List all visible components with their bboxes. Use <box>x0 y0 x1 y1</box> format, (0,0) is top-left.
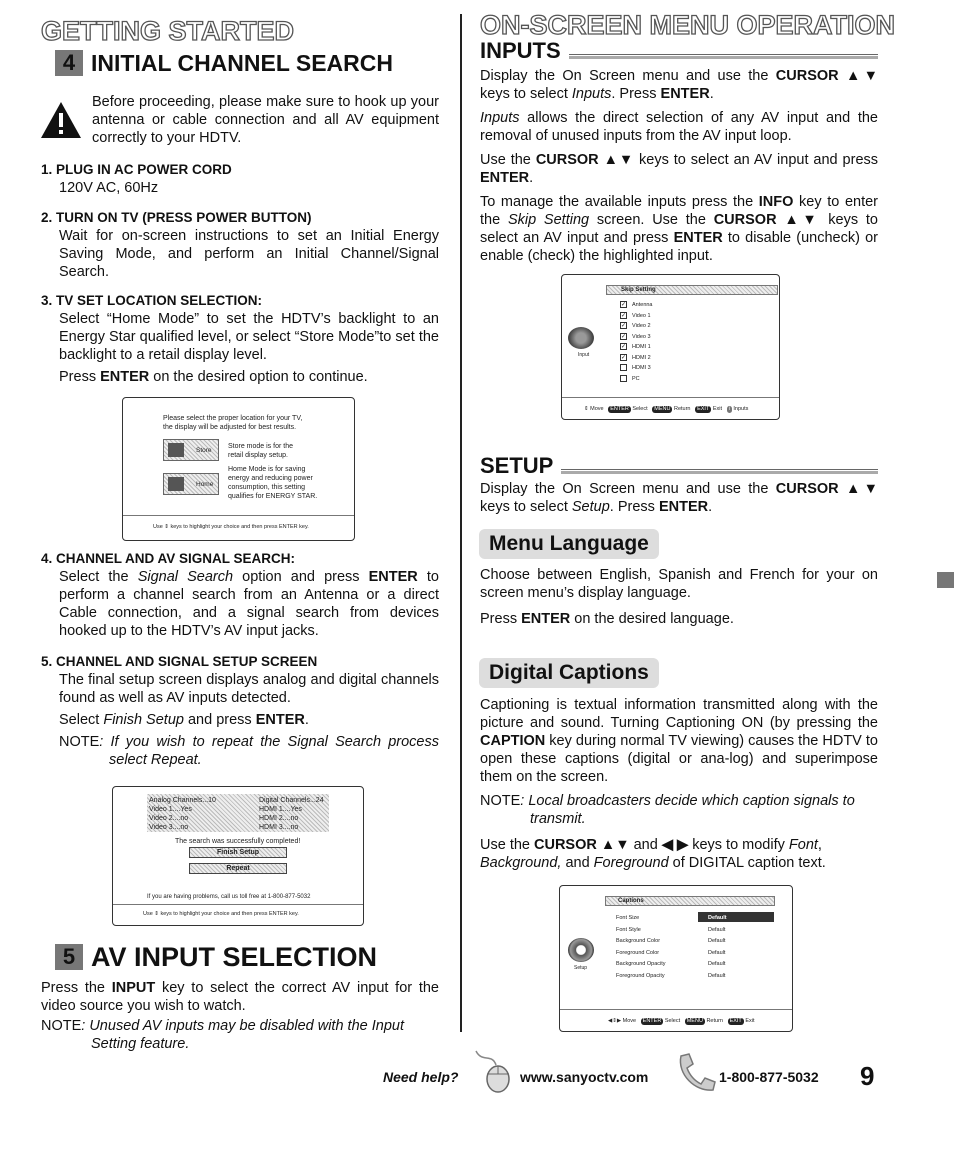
skip-setting-title: Skip Setting <box>606 285 778 295</box>
captions-screen <box>559 885 793 1032</box>
checkbox-icon: ✓ <box>621 312 627 319</box>
skip-item[interactable]: ✓ HDMI 1 <box>621 344 651 351</box>
section-4-number: 4 <box>55 50 83 76</box>
skip-item[interactable]: ✓ Video 2 <box>621 323 651 330</box>
step-3-press: Press ENTER on the desired option to continue. <box>59 369 368 385</box>
skip-item[interactable]: ✓ Video 1 <box>621 312 651 319</box>
inputs-text: Display the On Screen menu and use the CURSOR ▲▼ keys to select Inputs. Press ENTER. Inputs allows the direct selection of any AV input and the removal of unused inputs from the AV input loop. Use the CURSOR ▲▼ keys to select an AV input and press ENTER. To manage the available inputs press the INFO key to enter the Skip Setting screen. Use the CURSOR ▲▼ keys to select an AV input and press ENTER to disable (uncheck) or enable (check) the highlighted input. <box>480 68 879 264</box>
checkbox-icon: ✓ <box>621 302 627 309</box>
repeat-button[interactable]: Repeat <box>189 863 287 874</box>
finish-setup-button[interactable]: Finish Setup <box>189 847 287 858</box>
move-icon: ⇕ <box>584 406 589 412</box>
step-3 <box>41 292 439 390</box>
checkbox-icon: ✓ <box>621 344 627 351</box>
digital-captions-heading: Digital Captions <box>479 658 659 688</box>
store-icon <box>168 443 184 457</box>
page-heading-left: GETTING STARTED <box>41 16 294 46</box>
setup-gear-icon <box>568 938 594 962</box>
step-4 <box>41 550 439 640</box>
inputs-heading: INPUTS <box>480 39 878 63</box>
skip-setting-list <box>620 300 653 384</box>
warning-icon <box>40 100 82 140</box>
store-button[interactable]: Store <box>163 439 219 461</box>
setup-heading: SETUP <box>480 454 878 478</box>
screen1-intro: Please select the proper location for your TV, the display will be adjusted for best results. <box>163 415 303 431</box>
step-5-note: NOTE: If you wish to repeat the Signal Search process select Repeat. <box>59 734 439 768</box>
screen2-footer: Use ⇕ keys to highlight your choice and then press ENTER key. <box>143 911 299 917</box>
setup-results-screen <box>112 786 364 926</box>
store-description: Store mode is for the retail display setup. <box>228 443 293 459</box>
av-input-note: NOTE: Unused AV inputs may be disabled with the Input Setting feature. <box>41 1018 404 1052</box>
step-2 <box>41 209 439 281</box>
step-3-body: Select “Home Mode” to set the HDTV’s backlight to an Energy Star qualified level, or select “Store Mode”to set the backlight to a retail display level. <box>59 311 439 363</box>
checkbox-icon <box>620 364 627 371</box>
screen1-footer: Use ⇕ keys to highlight your choice and then press ENTER key. <box>153 524 309 530</box>
step-5-body: The final setup screen displays analog and digital channels found as well as AV inputs detected. <box>59 672 439 706</box>
step-4-head: 4. CHANNEL AND AV SIGNAL SEARCH: <box>41 551 296 566</box>
captions-values: Default Default Default Default Default Default <box>708 915 727 979</box>
section-5-number: 5 <box>55 944 83 970</box>
menu-language-heading: Menu Language <box>479 529 659 559</box>
home-description: Home Mode is for saving energy and reducing power consumption, this setting qualifies for ENERGY STAR. <box>228 466 318 500</box>
captions-footer: ◀⇕▶ Move ENTER Select MENU Return EXIT Exit <box>608 1018 755 1024</box>
home-button[interactable]: Home <box>163 473 219 495</box>
step-1-body: 120V AC, 60Hz <box>59 180 159 196</box>
results-help-text: If you are having problems, call us toll free at 1-800-877-5032 <box>147 894 311 900</box>
skip-item[interactable]: HDMI 3 <box>620 363 653 374</box>
checkbox-icon <box>620 375 627 382</box>
skip-setting-footer: ⇕ Move ENTER Select MENU Return EXIT Exit i Inputs <box>584 406 749 412</box>
captions-note: NOTE: Local broadcasters decide which caption signals to transmit. <box>480 793 855 827</box>
home-icon <box>168 477 184 491</box>
results-col-digital: Digital Channels...24 HDMI 1....Yes HDMI 2....no HDMI 3....no <box>259 797 324 831</box>
skip-setting-screen <box>561 274 780 420</box>
location-select-screen <box>122 397 355 541</box>
section-4-title: INITIAL CHANNEL SEARCH <box>91 50 393 76</box>
section-5-title: AV INPUT SELECTION <box>91 942 378 972</box>
setup-icon-label: Setup <box>574 965 588 971</box>
step-1 <box>41 161 439 197</box>
av-input-text: Press the INPUT key to select the correct AV input for the video source you wish to watch. NOTE: Unused AV inputs may be disabled with the Input Setting feature. <box>41 980 439 1052</box>
column-divider <box>460 14 462 1032</box>
page-heading-right: ON-SCREEN MENU OPERATION <box>480 10 896 40</box>
captions-title: Captions <box>605 896 775 906</box>
step-5-head: 5. CHANNEL AND SIGNAL SETUP SCREEN <box>41 654 318 669</box>
results-done-text: The search was successfully completed! <box>175 838 301 845</box>
step-3-head: 3. TV SET LOCATION SELECTION: <box>41 293 263 308</box>
checkbox-icon: ✓ <box>621 323 627 330</box>
step-2-body: Wait for on-screen instructions to set an Initial Energy Saving Mode, and perform an Initial Channel/Signal Search. <box>59 228 439 280</box>
setup-text: Display the On Screen menu and use the CURSOR ▲▼ keys to select Setup. Press ENTER. <box>480 481 878 515</box>
need-help-text: Need help? <box>383 1069 459 1085</box>
section-5-heading <box>55 944 377 970</box>
step-2-head: 2. TURN ON TV (PRESS POWER BUTTON) <box>41 210 312 225</box>
checkbox-icon: ✓ <box>621 333 627 340</box>
step-5-select: Select Finish Setup and press ENTER. <box>59 712 309 728</box>
phone-icon <box>673 1050 717 1094</box>
section-4-heading <box>55 50 393 76</box>
warning-text: Before proceeding, please make sure to hook up your antenna or cable connection and all AV equipment correctly to your HDTV. <box>92 94 439 146</box>
move-arrows-icon: ◀⇕▶ <box>608 1018 622 1024</box>
input-icon <box>568 327 594 349</box>
step-4-body: Select the Signal Search option and press ENTER to perform a channel search from an Antenna or a direct Cable connection, and a signal search from devices hooked up to the HDTV’s AV input jacks. <box>59 569 439 639</box>
mouse-icon <box>470 1047 514 1093</box>
checkbox-icon: ✓ <box>621 354 627 361</box>
skip-item[interactable]: PC <box>620 374 653 385</box>
captions-rows: Font Size Font Style Background Color Foreground Color Background Opacity Foreground Opacity <box>616 915 666 979</box>
phone-number: 1-800-877-5032 <box>719 1069 819 1085</box>
website-link[interactable]: www.sanyoctv.com <box>520 1069 649 1085</box>
page-number: 9 <box>860 1061 875 1091</box>
input-icon-label: Input <box>578 352 590 358</box>
skip-item[interactable]: ✓ Video 3 <box>621 333 651 340</box>
results-col-analog: Analog Channels...10 Video 1....Yes Video 2....no Video 3....no <box>149 797 216 831</box>
digital-captions-text: Captioning is textual information transmitted along with the picture and sound. Turning Captioning ON (by pressing the CAPTION key during normal TV viewing) causes the HDTV to open these captions (digital or ana-log) and superimpose them on the screen. NOTE: Local broadcasters decide which caption signals to transmit. Use the CURSOR ▲▼ and ◀ ▶ keys to modify Font, Background, and Foreground of DIGITAL caption text. <box>480 697 878 871</box>
skip-item[interactable]: ✓ HDMI 2 <box>621 354 651 361</box>
menu-language-text: Choose between English, Spanish and French for your on screen menu’s display language. Press ENTER on the desired language. <box>480 567 878 627</box>
step-1-head: 1. PLUG IN AC POWER CORD <box>41 162 232 177</box>
page-tab-marker <box>937 572 954 588</box>
step-5 <box>41 653 439 773</box>
skip-item[interactable]: ✓ Antenna <box>621 302 653 309</box>
